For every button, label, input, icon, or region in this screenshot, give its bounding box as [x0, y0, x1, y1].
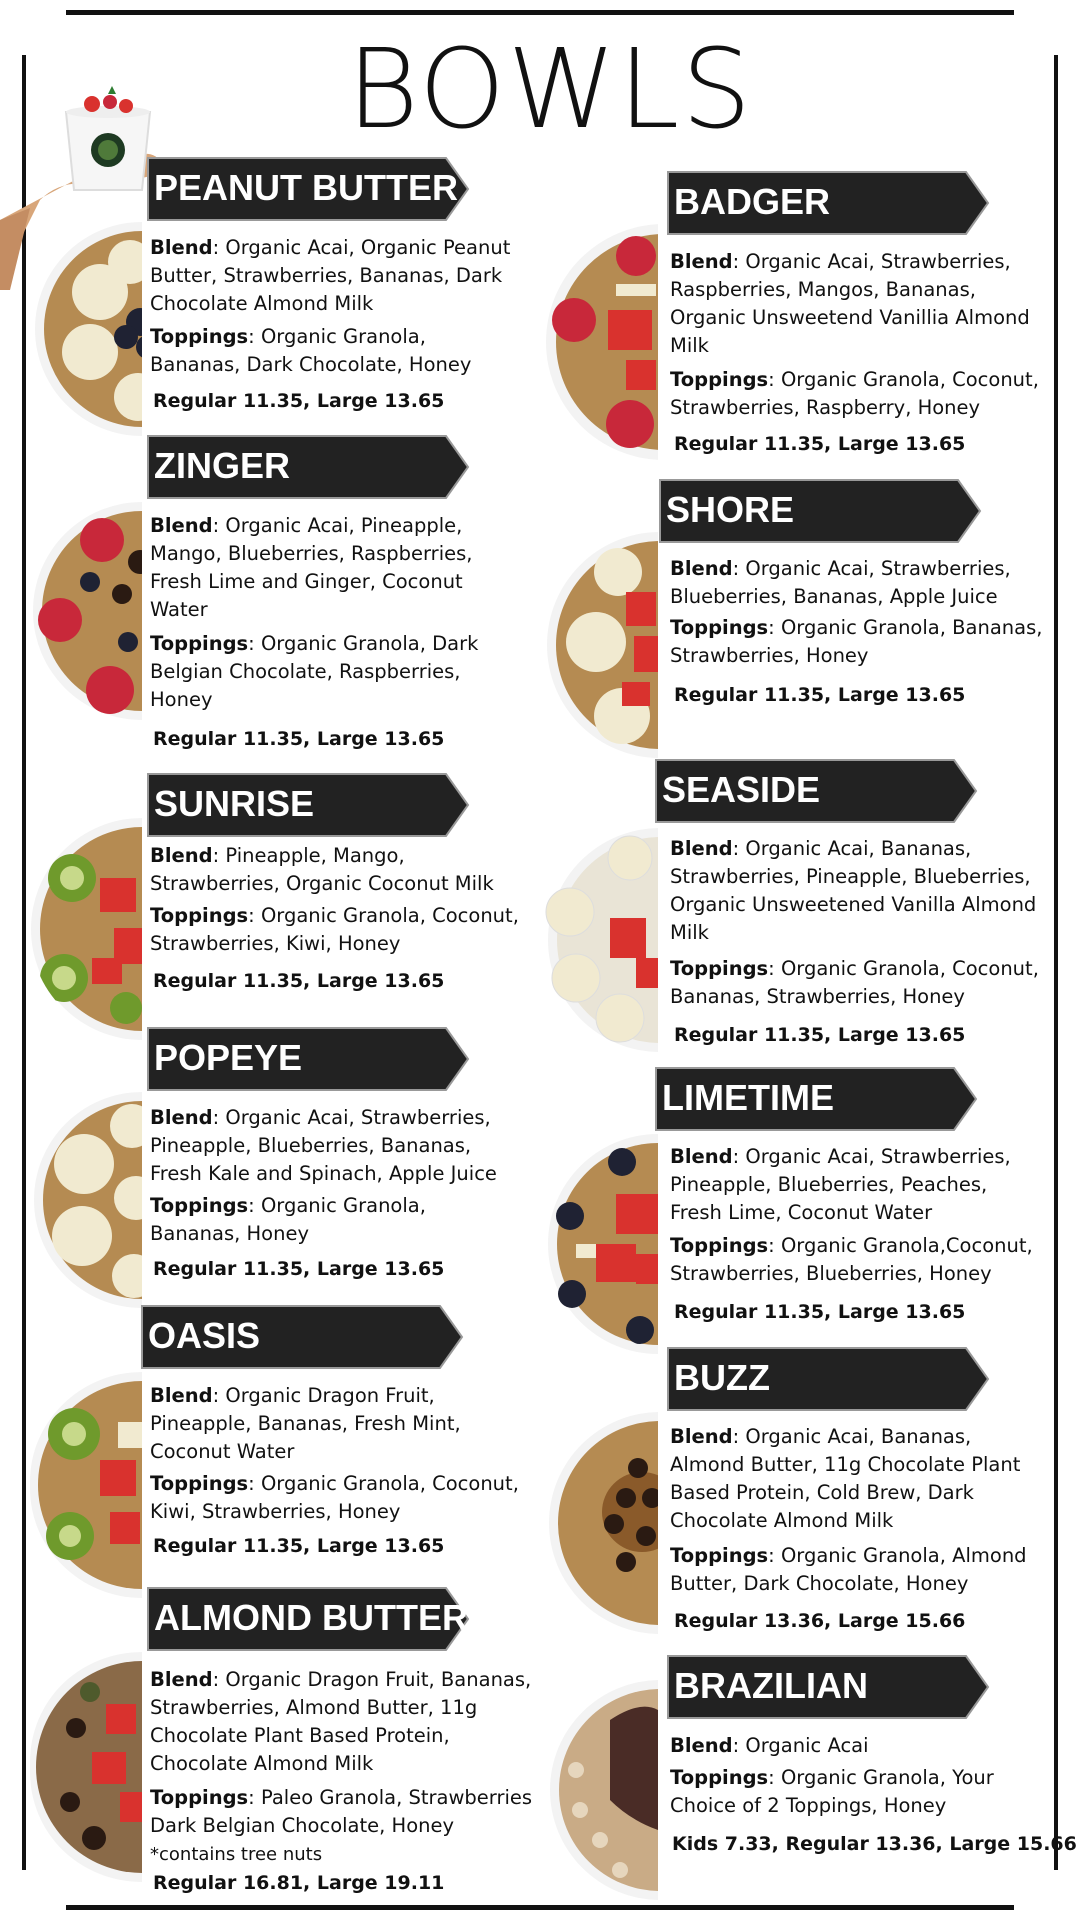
seaside-toppings: Toppings: Organic Granola, Coconut, Bananas, Strawberries, Honey: [670, 957, 1039, 1008]
badger-bowl-image: [546, 224, 658, 460]
zinger-bowl-image: [30, 502, 142, 720]
sunrise-bowl-image: [30, 818, 142, 1040]
almond-butter-banner: [146, 1586, 472, 1650]
buzz-blend: Blend: Organic Acai, Bananas, Almond Butter, 11g Chocolate Plant Based Protein, Cold Brew, Dark Chocolate Almond Milk: [670, 1425, 1021, 1532]
oasis-toppings: Toppings: Organic Granola, Coconut, Kiwi, Strawberries, Honey: [150, 1472, 519, 1523]
shore-blend: Blend: Organic Acai, Strawberries, Blueberries, Bananas, Apple Juice: [670, 557, 1011, 608]
limetime-bowl-image: [536, 1134, 658, 1354]
top-rule: [66, 10, 1014, 15]
oasis-price: Regular 11.35, Large 13.65: [153, 1535, 445, 1557]
oasis-blend: Blend: Organic Dragon Fruit, Pineapple, Bananas, Fresh Mint, Coconut Water: [150, 1384, 461, 1463]
limetime-toppings: Toppings: Organic Granola,Coconut, Strawberries, Blueberries, Honey: [670, 1234, 1033, 1285]
shore-banner: [658, 478, 984, 542]
buzz-title: BUZZ: [674, 1357, 770, 1398]
brazilian-toppings: Toppings: Organic Granola, Your Choice of 2 Toppings, Honey: [670, 1766, 994, 1817]
hand-holding-cup-image: [0, 80, 110, 220]
zinger-banner: [146, 434, 472, 498]
oasis-bowl-image: [30, 1372, 142, 1598]
shore-price: Regular 11.35, Large 13.65: [674, 684, 966, 706]
oasis-title: OASIS: [148, 1315, 261, 1356]
sunrise-price: Regular 11.35, Large 13.65: [153, 970, 445, 992]
right-border-line: [1054, 55, 1058, 1870]
badger-title: BADGER: [674, 181, 831, 222]
limetime-banner: [654, 1066, 980, 1130]
shore-toppings: Toppings: Organic Granola, Bananas, Strawberries, Honey: [670, 616, 1043, 667]
popeye-banner: [146, 1026, 472, 1090]
buzz-banner: [666, 1346, 992, 1410]
left-border-line: [22, 55, 26, 1870]
seaside-price: Regular 11.35, Large 13.65: [674, 1024, 966, 1046]
seaside-bowl-image: [540, 828, 658, 1052]
zinger-blend: Blend: Organic Acai, Pineapple, Mango, Blueberries, Raspberries, Fresh Lime and Ginger, Coconut Water: [150, 514, 473, 621]
shore-bowl-image: [538, 532, 658, 758]
bottom-rule: [66, 1905, 1014, 1910]
limetime-price: Regular 11.35, Large 13.65: [674, 1301, 966, 1323]
almond-butter-toppings: Toppings: Paleo Granola, Strawberries Dark Belgian Chocolate, Honey *contains tree nuts: [150, 1786, 533, 1865]
oasis-banner: [140, 1304, 466, 1368]
badger-price: Regular 11.35, Large 13.65: [674, 433, 966, 455]
brazilian-blend: Blend: Organic Acai: [670, 1734, 869, 1757]
almond-butter-note: *contains tree nuts: [150, 1844, 323, 1865]
peanut-butter-banner: [146, 156, 472, 220]
badger-banner: [666, 170, 992, 234]
peanut-butter-price: Regular 11.35, Large 13.65: [153, 390, 445, 412]
almond-butter-bowl-image: [30, 1652, 142, 1882]
sunrise-blend: Blend: Pineapple, Mango, Strawberries, Organic Coconut Milk: [150, 844, 494, 895]
popeye-price: Regular 11.35, Large 13.65: [153, 1258, 445, 1280]
seaside-title: SEASIDE: [662, 769, 821, 810]
popeye-title: POPEYE: [154, 1037, 303, 1078]
limetime-title: LIMETIME: [662, 1077, 834, 1118]
brazilian-banner: [666, 1654, 992, 1718]
almond-butter-title: ALMOND BUTTER: [154, 1597, 468, 1638]
limetime-blend: Blend: Organic Acai, Strawberries, Pineapple, Blueberries, Peaches, Fresh Lime, Coconut Water: [670, 1145, 1011, 1224]
zinger-toppings: Toppings: Organic Granola, Dark Belgian Chocolate, Raspberries, Honey: [150, 632, 479, 711]
brazilian-price: Kids 7.33, Regular 13.36, Large 15.66: [672, 1833, 1077, 1855]
badger-blend: Blend: Organic Acai, Strawberries, Raspberries, Mangos, Bananas, Organic Unsweetend Vanillia Almond Milk: [670, 250, 1030, 357]
sunrise-title: SUNRISE: [154, 783, 315, 824]
seaside-blend: Blend: Organic Acai, Bananas, Strawberries, Pineapple, Blueberries, Organic Unsweetened Vanilla Almond Milk: [670, 837, 1037, 944]
peanut-butter-toppings: Toppings: Organic Granola, Bananas, Dark Chocolate, Honey: [150, 325, 472, 376]
shore-title: SHORE: [666, 489, 795, 530]
sunrise-banner: [146, 772, 472, 836]
popeye-toppings: Toppings: Organic Granola, Bananas, Honey: [150, 1194, 426, 1245]
peanut-butter-blend: Blend: Organic Acai, Organic Peanut Butter, Strawberries, Bananas, Dark Chocolate Almond Milk: [150, 236, 511, 315]
popeye-bowl-image: [32, 1092, 142, 1308]
peanut-butter-title: PEANUT BUTTER: [154, 167, 458, 208]
almond-butter-blend: Blend: Organic Dragon Fruit, Bananas, Strawberries, Almond Butter, 11g Chocolate Plant Based Protein, Chocolate Almond Milk: [150, 1668, 532, 1775]
almond-butter-price: Regular 16.81, Large 19.11: [153, 1872, 445, 1894]
brazilian-title: BRAZILIAN: [674, 1665, 868, 1706]
seaside-banner: [654, 758, 980, 822]
sunrise-toppings: Toppings: Organic Granola, Coconut, Strawberries, Kiwi, Honey: [150, 904, 519, 955]
buzz-bowl-image: [542, 1412, 658, 1634]
zinger-price: Regular 11.35, Large 13.65: [153, 728, 445, 750]
popeye-blend: Blend: Organic Acai, Strawberries, Pineapple, Blueberries, Bananas, Fresh Kale and Spinach, Apple Juice: [150, 1106, 497, 1185]
zinger-title: ZINGER: [154, 445, 291, 486]
page-title: BOWLS: [346, 25, 754, 153]
buzz-toppings: Toppings: Organic Granola, Almond Butter, Dark Chocolate, Honey: [670, 1544, 1027, 1595]
brazilian-bowl-image: [540, 1680, 658, 1900]
badger-toppings: Toppings: Organic Granola, Coconut, Strawberries, Raspberry, Honey: [670, 368, 1039, 419]
buzz-price: Regular 13.36, Large 15.66: [674, 1610, 966, 1632]
